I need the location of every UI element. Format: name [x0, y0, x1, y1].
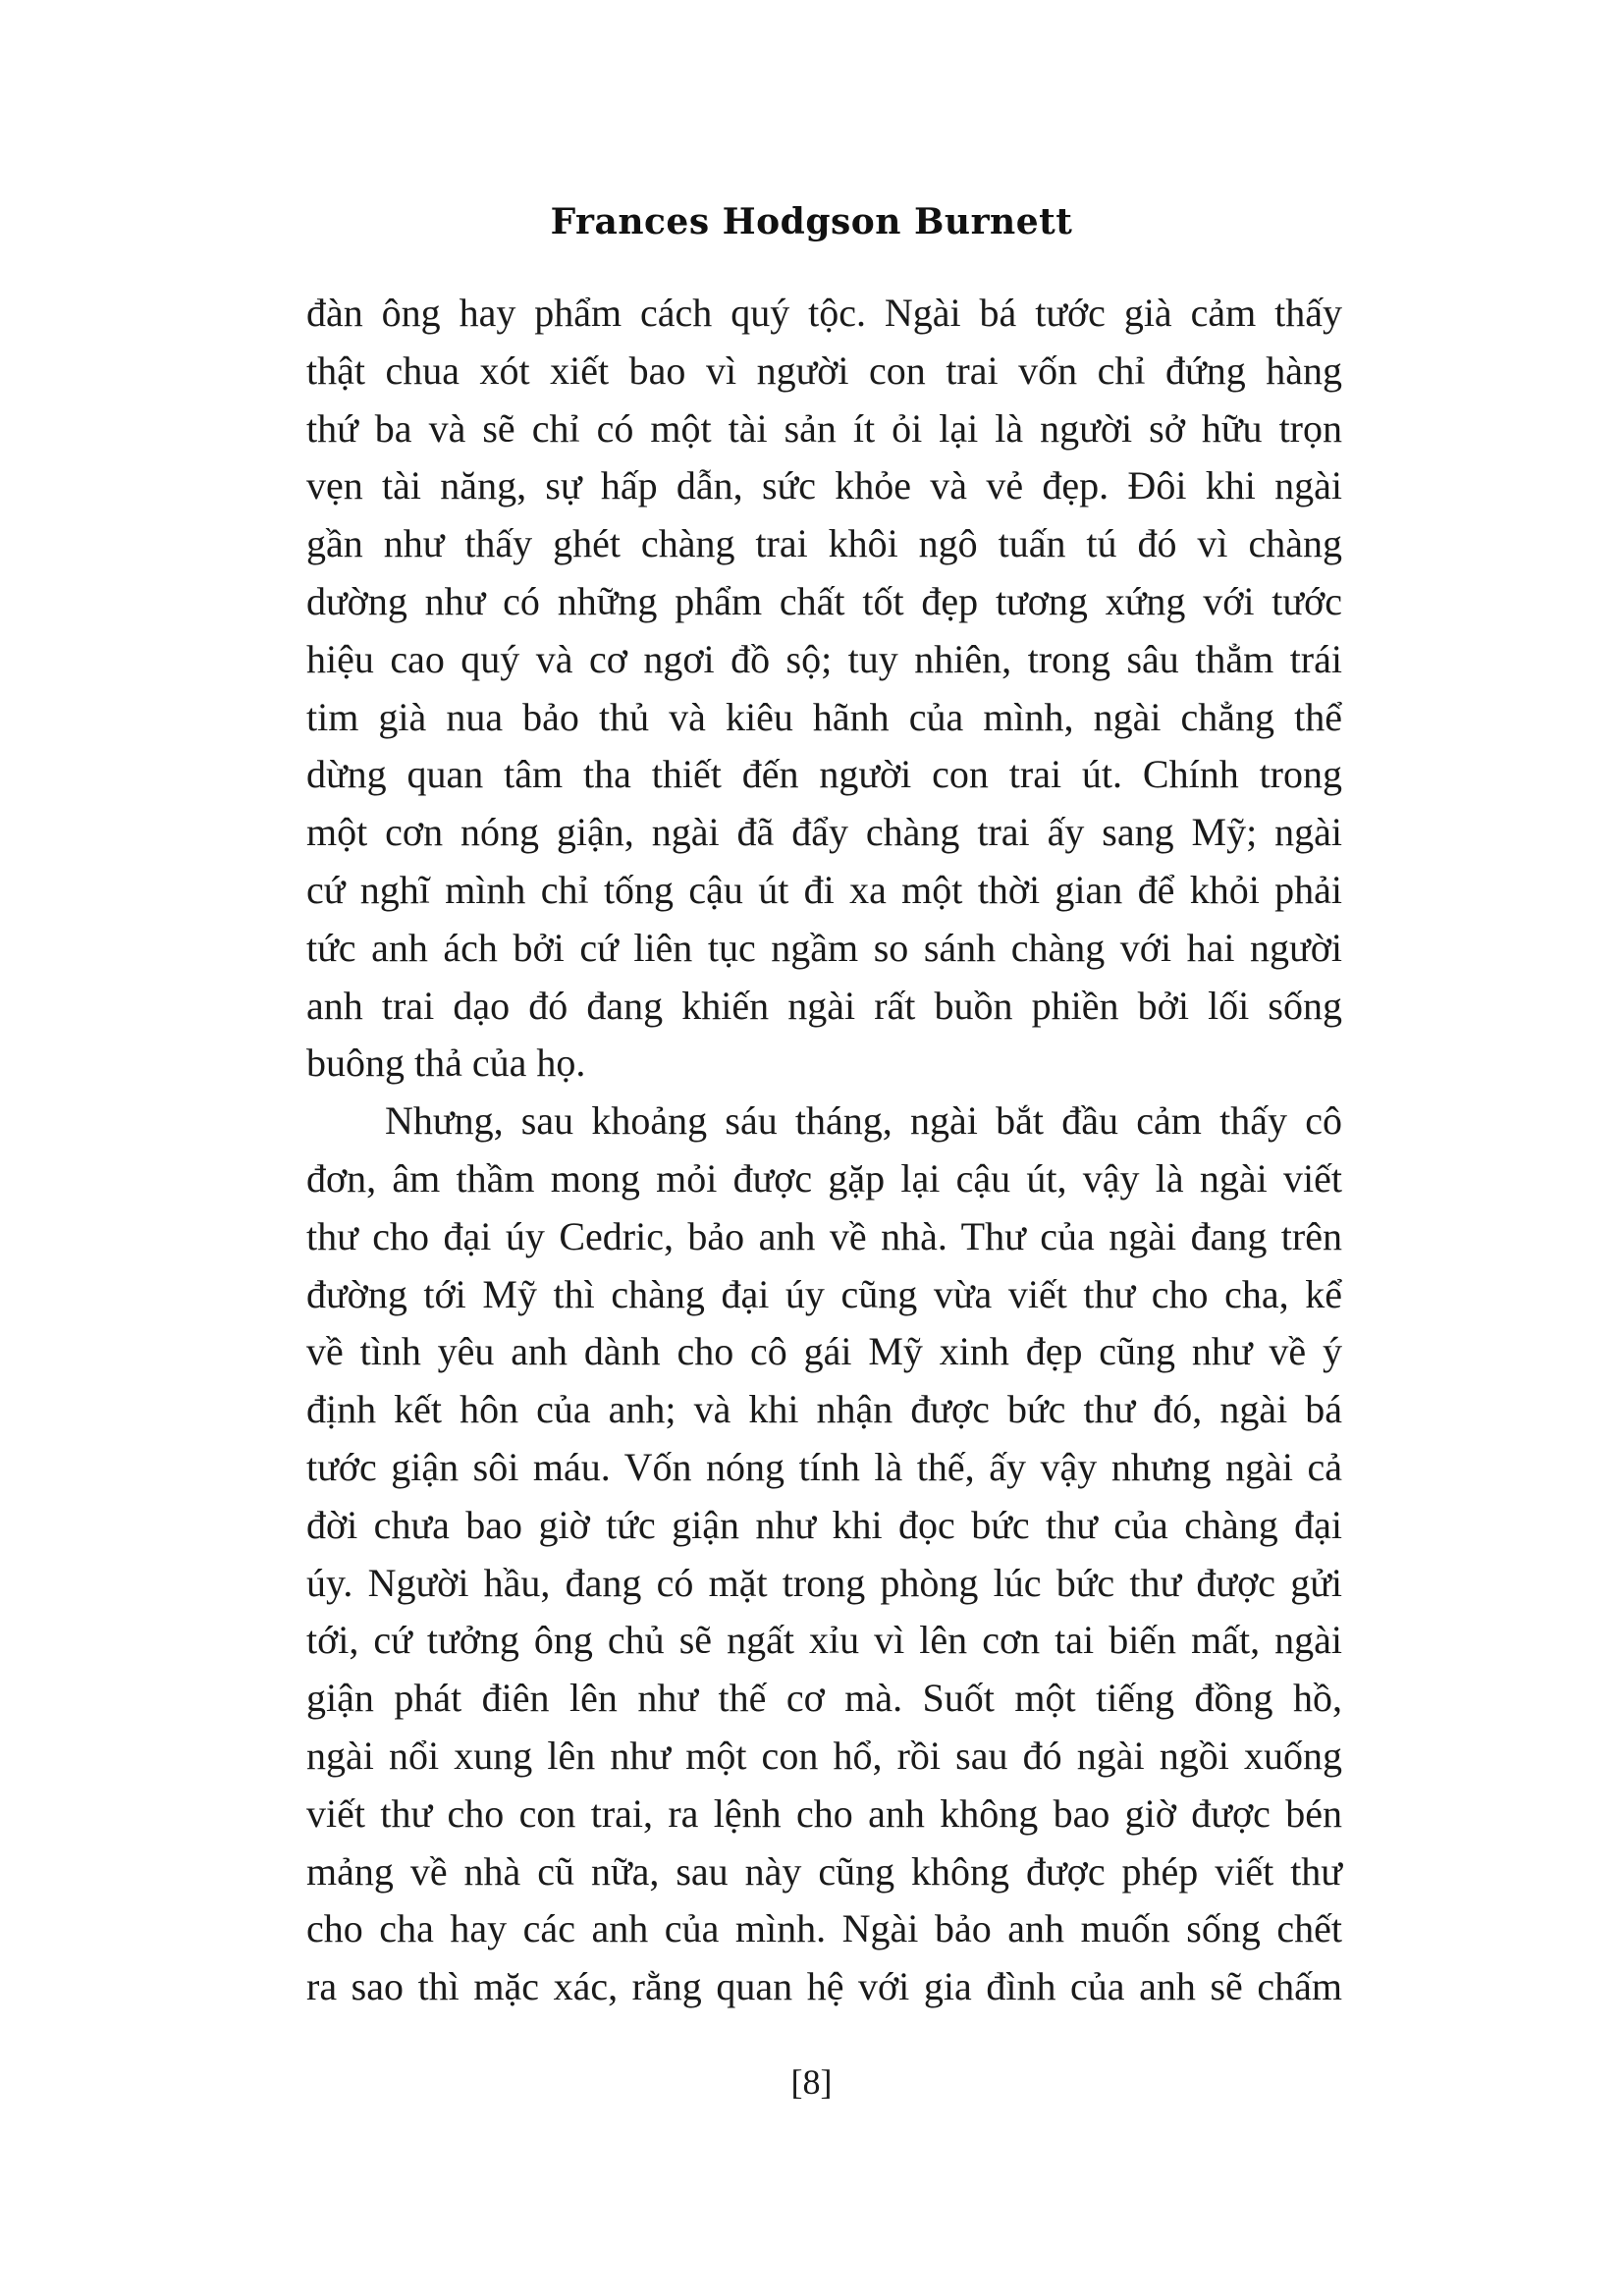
text-line: định kết hôn của anh; và khi nhận được bức thư đó, ngài bá	[306, 1387, 1342, 1432]
text-line: vẹn tài năng, sự hấp dẫn, sức khỏe và vẻ đẹp. Đôi khi ngài	[306, 463, 1342, 508]
text-line: thứ ba và sẽ chỉ có một tài sản ít ỏi lại là người sở hữu trọn	[306, 405, 1342, 451]
text-line: viết thư cho con trai, ra lệnh cho anh không bao giờ được bén	[306, 1790, 1342, 1836]
text-line: tước giận sôi máu. Vốn nóng tính là thế, ấy vậy nhưng ngài cả	[306, 1444, 1342, 1489]
text-line: dường như có những phẩm chất tốt đẹp tương xứng với tước	[306, 578, 1342, 623]
text-line: đàn ông hay phẩm cách quý tộc. Ngài bá tước già cảm thấy	[306, 291, 1342, 335]
running-header-author: Frances Hodgson Burnett	[550, 201, 1073, 242]
page-number: [8]	[790, 2062, 833, 2102]
text-line: tim già nua bảo thủ và kiêu hãnh của mình, ngài chẳng thể	[306, 694, 1342, 739]
text-line: cứ nghĩ mình chỉ tống cậu út đi xa một thời gian để khỏi phải	[306, 867, 1342, 912]
text-line: ra sao thì mặc xác, rằng quan hệ với gia đình của anh sẽ chấm	[306, 1964, 1342, 2009]
text-line: đường tới Mỹ thì chàng đại úy cũng vừa viết thư cho cha, kể	[306, 1271, 1342, 1316]
text-line: đơn, âm thầm mong mỏi được gặp lại cậu út, vậy là ngài viết	[306, 1155, 1342, 1201]
text-line: một cơn nóng giận, ngài đã đẩy chàng trai ấy sang Mỹ; ngài	[306, 810, 1342, 855]
text-line: giận phát điên lên như thế cơ mà. Suốt một tiếng đồng hồ,	[306, 1676, 1342, 1721]
text-line: buông thả của họ.	[306, 1041, 586, 1086]
text-line: anh trai dạo đó đang khiến ngài rất buồn phiền bởi lối sống	[306, 983, 1342, 1028]
text-line: dừng quan tâm tha thiết đến người con trai út. Chính trong	[306, 752, 1342, 797]
text-line: gần như thấy ghét chàng trai khôi ngô tuấn tú đó vì chàng	[306, 521, 1342, 566]
text-line: đời chưa bao giờ tức giận như khi đọc bức thư của chàng đại	[306, 1502, 1342, 1547]
text-line: thật chua xót xiết bao vì người con trai vốn chỉ đứng hàng	[306, 347, 1342, 393]
text-line: mảng về nhà cũ nữa, sau này cũng không được phép viết thư	[306, 1848, 1342, 1894]
text-line: tức anh ách bởi cứ liên tục ngầm so sánh chàng với hai người	[306, 925, 1342, 970]
text-line: úy. Người hầu, đang có mặt trong phòng lúc bức thư được gửi	[306, 1560, 1342, 1605]
text-line: về tình yêu anh dành cho cô gái Mỹ xinh đẹp cũng như về ý	[306, 1329, 1342, 1374]
text-line: hiệu cao quý và cơ ngơi đồ sộ; tuy nhiên, trong sâu thẳm trái	[306, 636, 1342, 681]
text-line: thư cho đại úy Cedric, bảo anh về nhà. Thư của ngài đang trên	[306, 1213, 1342, 1258]
text-line: Nhưng, sau khoảng sáu tháng, ngài bắt đầu cảm thấy cô	[385, 1098, 1342, 1144]
text-line: ngài nổi xung lên như một con hổ, rồi sau đó ngài ngồi xuống	[306, 1733, 1342, 1778]
body-text	[306, 285, 1342, 2016]
paragraph-1	[306, 285, 1342, 1093]
paragraph-2	[306, 1093, 1342, 2016]
text-line: tới, cứ tưởng ông chủ sẽ ngất xỉu vì lên cơn tai biến mất, ngài	[306, 1618, 1342, 1663]
text-line: cho cha hay các anh của mình. Ngài bảo anh muốn sống chết	[306, 1906, 1342, 1951]
